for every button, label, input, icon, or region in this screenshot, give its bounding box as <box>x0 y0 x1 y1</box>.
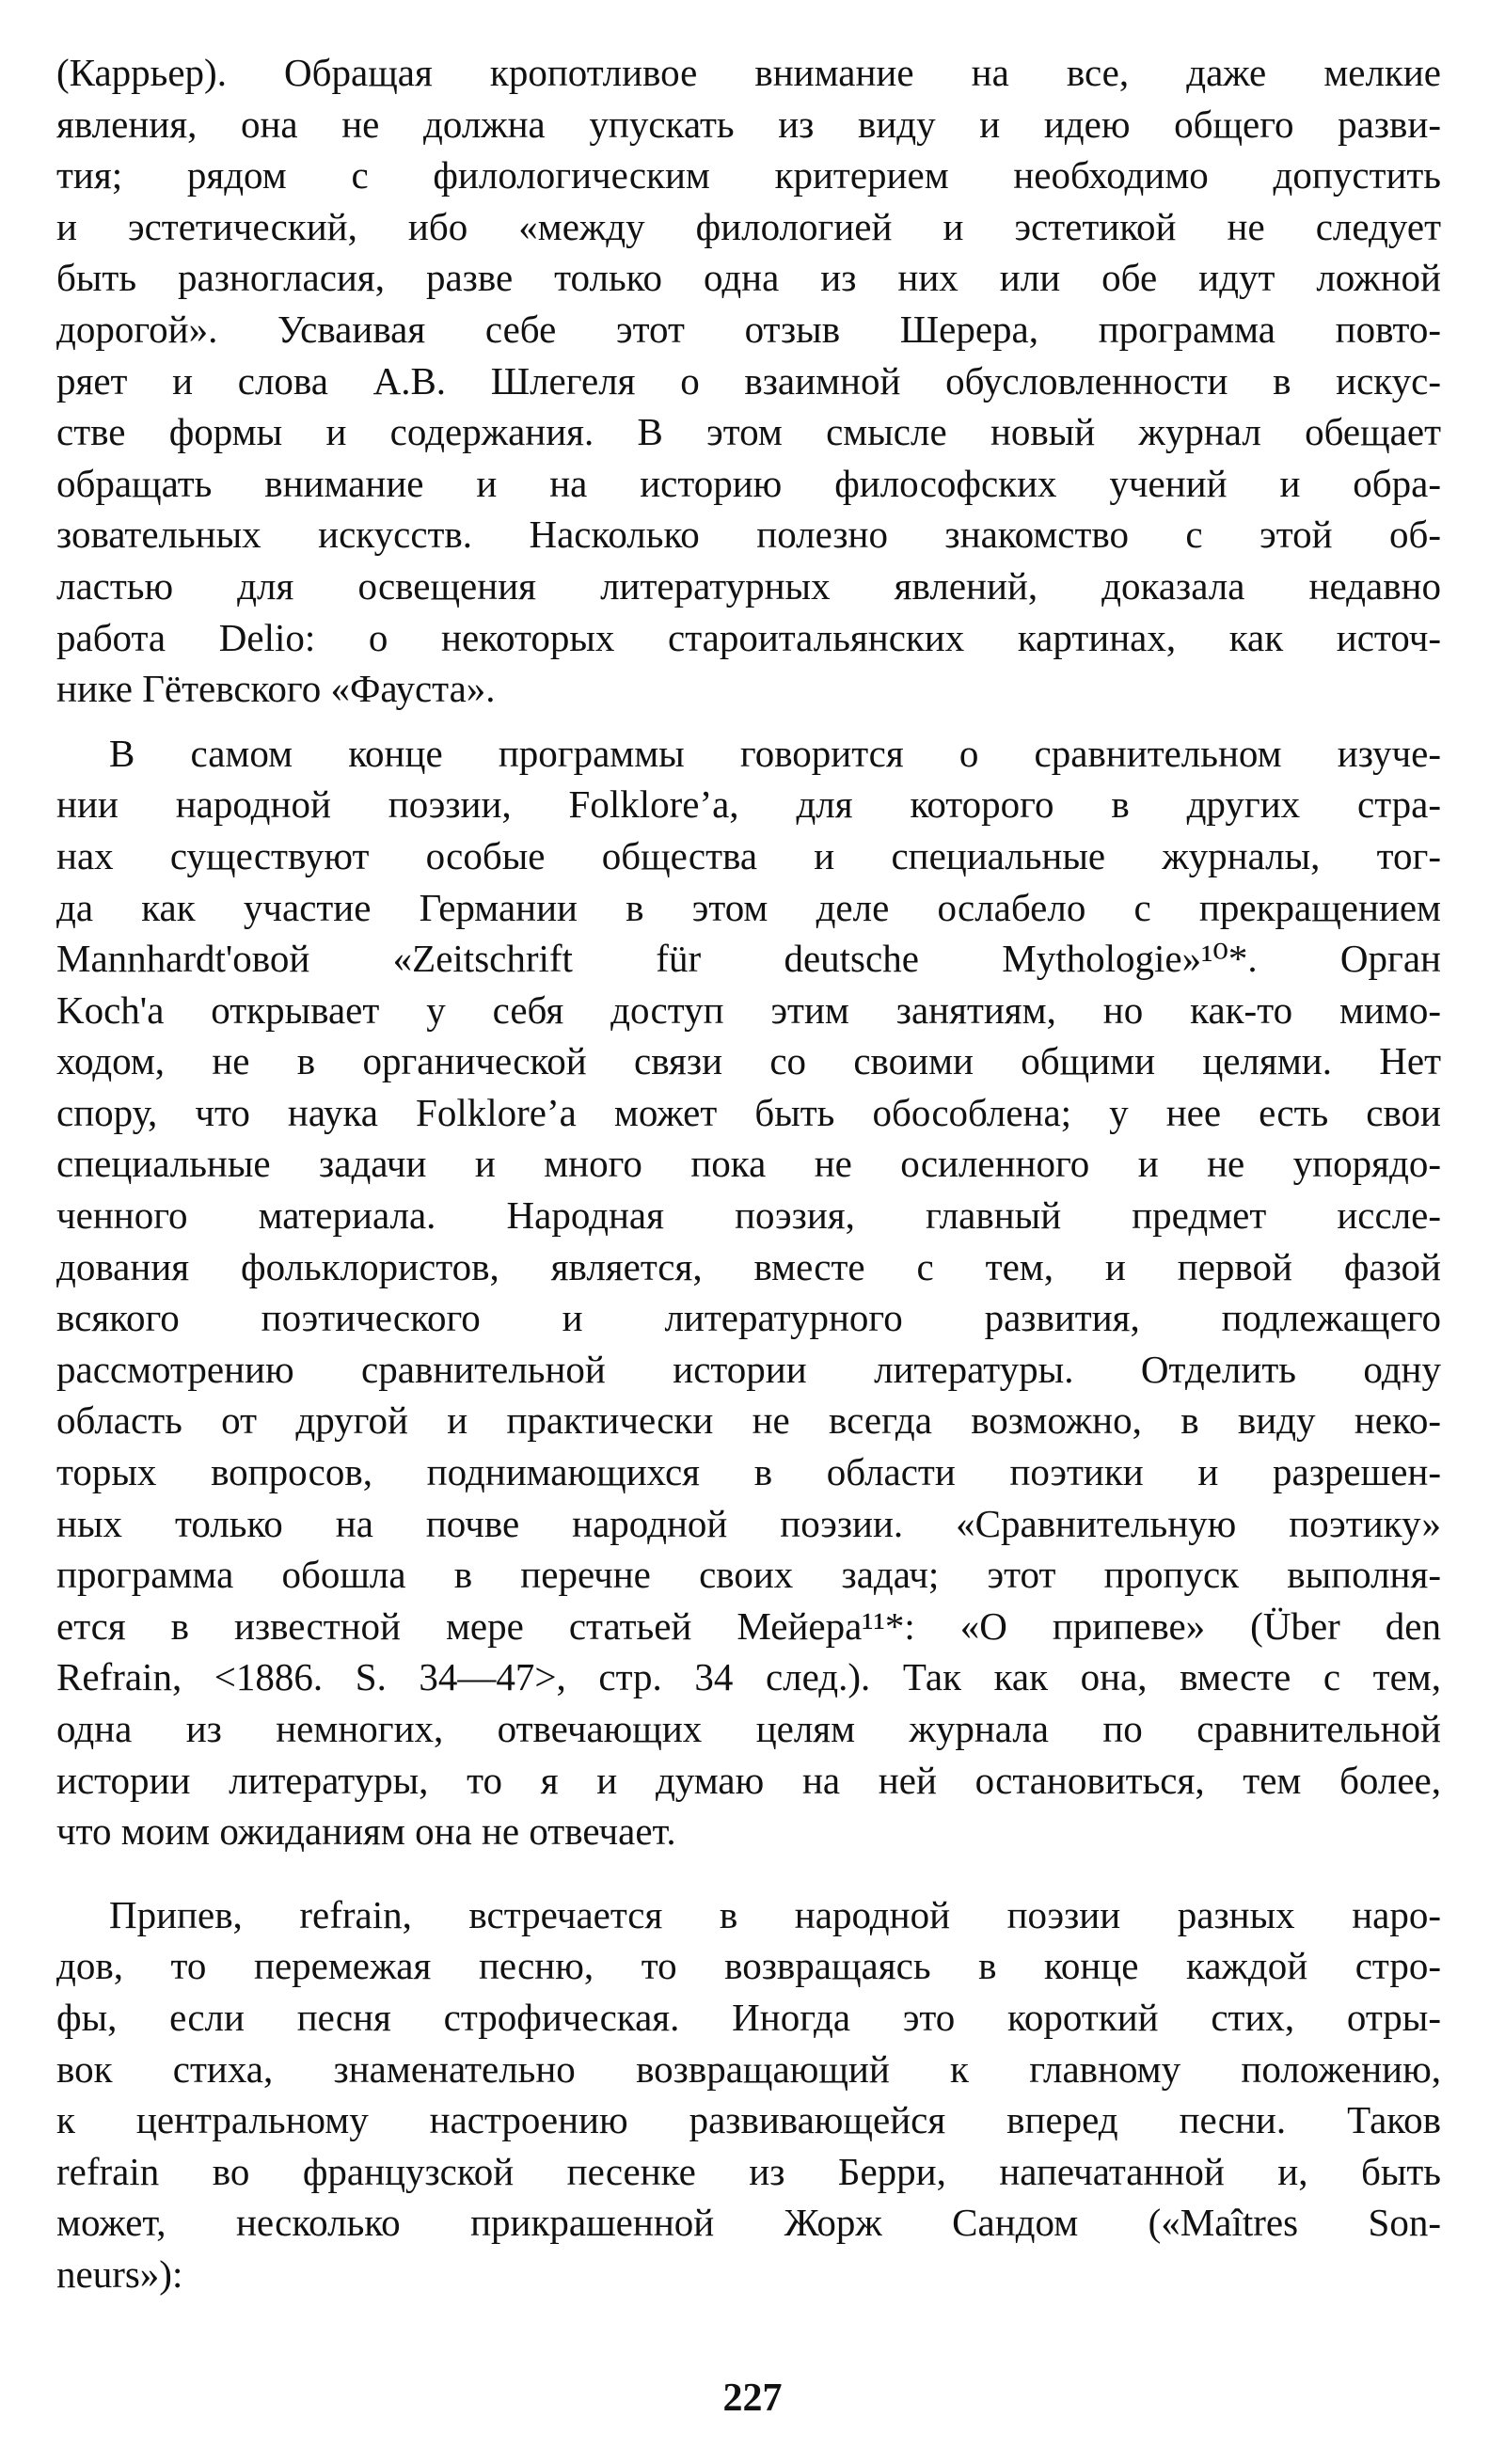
text-line: ходом, не в органической связи со своими общими целями. Нет <box>56 1039 1441 1083</box>
text-line: быть разногласия, разве только одна из них или обе идут ложной <box>56 256 1441 300</box>
text-line: Refrain, <1886. S. 34—47>, стр. 34 след.). Так как она, вместе с тем, <box>56 1655 1441 1699</box>
paragraph-1 <box>56 47 1441 715</box>
text-line: Koch'a открывает у себя доступ этим занятиям, но как-то мимо- <box>56 987 1441 1032</box>
text-line: да как участие Германии в этом деле ослабело с прекращением <box>56 885 1441 929</box>
text-line: фы, если песня строфическая. Иногда это короткий стих, отры- <box>56 1995 1441 2039</box>
text-line: вок стиха, знаменательно возвращающий к главному положению, <box>56 2046 1441 2091</box>
text-line: и эстетический, ибо «между филологией и эстетикой не следует <box>56 204 1441 248</box>
text-line: может, несколько прикрашенной Жорж Сандом («Maîtres Son- <box>56 2201 1441 2245</box>
text-line: neurs»): <box>56 2251 183 2296</box>
text-line: Mannhardt'овой «Zeitschrift für deutsche Mythologie»¹⁰*. Орган <box>56 937 1441 981</box>
text-line: зовательных искусств. Насколько полезно знакомство с этой об- <box>56 513 1441 557</box>
text-line: дов, то перемежая песню, то возвращаясь в конце каждой стро- <box>56 1944 1441 1988</box>
page-body <box>56 47 1441 2300</box>
text-line: ется в известной мере статьей Мейера¹¹*: «О припеве» (Über den <box>56 1603 1441 1648</box>
text-line: ных только на почве народной поэзии. «Сравнительную поэтику» <box>56 1501 1441 1545</box>
text-line: В самом конце программы говорится о сравнительном изуче- <box>109 731 1441 775</box>
text-line: ластью для освещения литературных явлений, доказала недавно <box>56 563 1441 608</box>
text-line: программа обошла в перечне своих задач; этот пропуск выполня- <box>56 1553 1441 1597</box>
text-line: что моим ожиданиям она не отвечает. <box>56 1809 676 1854</box>
page-number: 227 <box>722 2377 783 2420</box>
text-line: работа Delio: о некоторых староитальянских картинах, как источ- <box>56 615 1441 659</box>
text-line: область от другой и практически не всегда возможно, в виду неко- <box>56 1398 1441 1443</box>
text-line: обращать внимание и на историю философских учений и обра- <box>56 461 1441 505</box>
text-line: стве формы и содержания. В этом смысле новый журнал обещает <box>56 410 1441 454</box>
text-line: ченного материала. Народная поэзия, главный предмет иссле- <box>56 1193 1441 1238</box>
text-line: нике Гётевского «Фауста». <box>56 667 496 711</box>
text-line: специальные задачи и много пока не осиленного и не упорядо- <box>56 1142 1441 1186</box>
text-line: торых вопросов, поднимающихся в области поэтики и разрешен- <box>56 1450 1441 1494</box>
text-line: ряет и слова А.В. Шлегеля о взаимной обусловленности в искус- <box>56 358 1441 403</box>
text-line: рассмотрению сравнительной истории литературы. Отделить одну <box>56 1347 1441 1391</box>
paragraph-2 <box>56 728 1441 1857</box>
text-line: Припев, refrain, встречается в народной поэзии разных наро- <box>109 1892 1441 1936</box>
text-line: всякого поэтического и литературного развития, подлежащего <box>56 1296 1441 1340</box>
text-line: нии народной поэзии, Folklore’a, для которого в других стра- <box>56 782 1441 827</box>
text-line: дорогой». Усваивая себе этот отзыв Шерера, программа повто- <box>56 307 1441 351</box>
text-line: (Каррьер). Обращая кропотливое внимание на все, даже мелкие <box>56 51 1441 94</box>
text-line: нах существуют особые общества и специальные журналы, тог- <box>56 833 1441 877</box>
text-line: истории литературы, то я и думаю на ней остановиться, тем более, <box>56 1758 1441 1802</box>
text-line: явления, она не должна упускать из виду и идею общего разви- <box>56 102 1441 146</box>
text-line: к центральному настроению развивающейся вперед песни. Таков <box>56 2098 1441 2142</box>
paragraph-3 <box>56 1889 1441 2300</box>
text-line: спору, что наука Folklore’a может быть обособлена; у нее есть свои <box>56 1090 1441 1134</box>
text-line: одна из немногих, отвечающих целям журнала по сравнительной <box>56 1707 1441 1750</box>
text-line: refrain во французской песенке из Берри, напечатанной и, быть <box>56 2149 1441 2193</box>
text-line: тия; рядом с филологическим критерием необходимо допустить <box>56 153 1441 197</box>
text-line: дования фольклористов, является, вместе с тем, и первой фазой <box>56 1244 1441 1288</box>
